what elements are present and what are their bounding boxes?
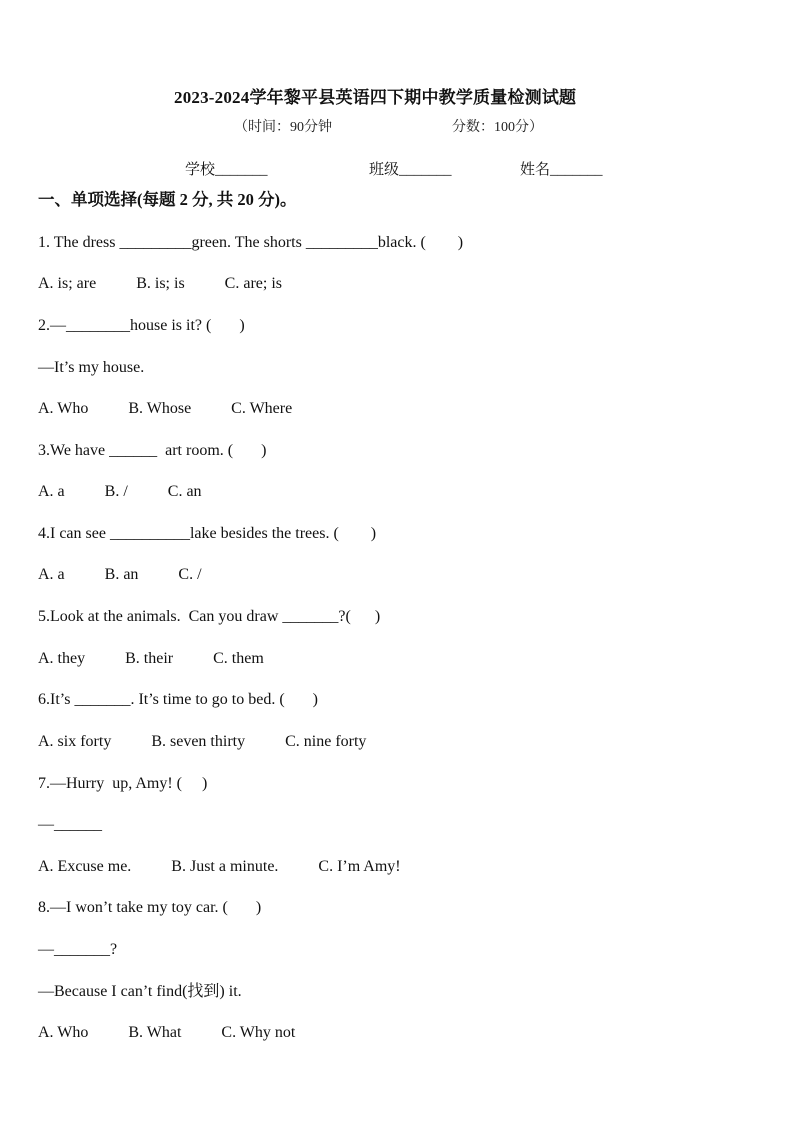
question-2-options: A. Who B. Whose C. Where bbox=[38, 400, 293, 417]
question-5-stem: 5.Look at the animals. Can you draw _______?( ) bbox=[38, 608, 381, 625]
question-8-stem: 8.—I won’t take my toy car. ( ) bbox=[38, 899, 262, 916]
question-4-options: A. a B. an C. / bbox=[38, 566, 202, 583]
class-field: 班级_______ bbox=[369, 162, 452, 178]
question-8-dialog: —_______? bbox=[38, 941, 118, 958]
question-3-stem: 3.We have ______ art room. ( ) bbox=[38, 442, 267, 459]
school-field: 学校_______ bbox=[185, 162, 268, 178]
time-info: （时间：90分钟 bbox=[234, 120, 332, 135]
question-2-stem: 2.—________house is it? ( ) bbox=[38, 317, 245, 334]
question-1-options: A. is; are B. is; is C. are; is bbox=[38, 275, 282, 292]
question-8-dialog-2: —Because I can’t find(找到) it. bbox=[38, 983, 242, 1000]
question-5-options: A. they B. their C. them bbox=[38, 650, 264, 667]
question-7-stem: 7.—Hurry up, Amy! ( ) bbox=[38, 775, 208, 792]
question-1-stem: 1. The dress _________green. The shorts _________black. ( ) bbox=[38, 234, 464, 251]
question-7-options: A. Excuse me. B. Just a minute. C. I’m Amy! bbox=[38, 858, 401, 875]
question-4-stem: 4.I can see __________lake besides the trees. ( ) bbox=[38, 525, 377, 542]
section-heading: 一、单项选择(每题 2 分, 共 20 分)。 bbox=[38, 190, 297, 209]
page-title: 2023-2024学年黎平县英语四下期中教学质量检测试题 bbox=[174, 88, 577, 107]
score-info: 分数：100分） bbox=[452, 120, 543, 135]
question-2-dialog: —It’s my house. bbox=[38, 359, 145, 376]
name-field: 姓名_______ bbox=[520, 162, 603, 178]
question-8-options: A. Who B. What C. Why not bbox=[38, 1024, 296, 1041]
question-6-stem: 6.It’s _______. It’s time to go to bed. ( ) bbox=[38, 691, 318, 708]
question-6-options: A. six forty B. seven thirty C. nine forty bbox=[38, 733, 367, 750]
question-3-options: A. a B. / C. an bbox=[38, 483, 202, 500]
question-7-dialog: —______ bbox=[38, 816, 102, 833]
